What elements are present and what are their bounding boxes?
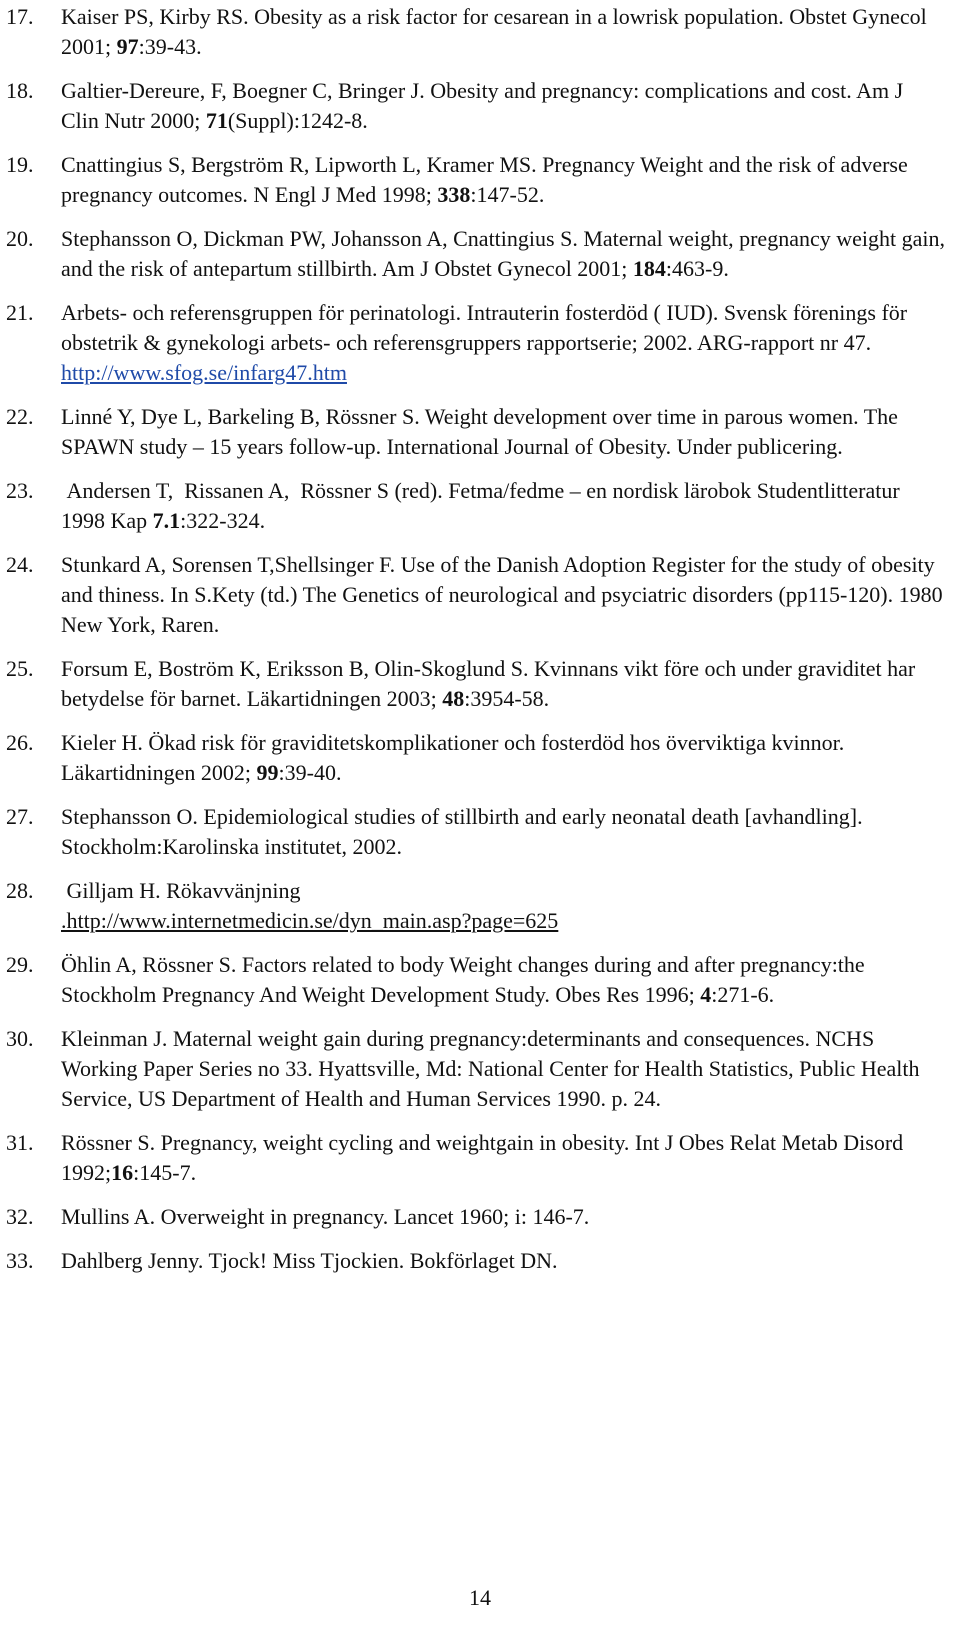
reference-number: 30. — [6, 1026, 34, 1051]
reference-text — [61, 2, 946, 62]
reference-item — [6, 476, 946, 536]
reference-item — [6, 802, 946, 862]
reference-segment: Stephansson O. Epidemiological studies of stillbirth and early neonatal death [avhandling]. Stockholm:Karolinska institutet, 2002. — [61, 804, 869, 859]
reference-text — [61, 298, 946, 388]
reference-segment: Öhlin A, Rössner S. Factors related to body Weight changes during and after pregnancy:the Stockholm Pregnancy And Weight Development Study. Obes Res 1996; — [61, 952, 871, 1007]
reference-item — [6, 1128, 946, 1188]
reference-number: 26. — [6, 730, 34, 755]
reference-number: 32. — [6, 1204, 34, 1229]
reference-segment: Galtier-Dereure, F, Boegner C, Bringer J. Obesity and pregnancy: complications and cost. Am J Clin Nutr 2000; — [61, 78, 909, 133]
reference-item — [6, 150, 946, 210]
reference-number: 22. — [6, 404, 34, 429]
reference-item — [6, 76, 946, 136]
reference-volume: 71 — [205, 108, 228, 133]
reference-volume: 7.1 — [152, 508, 181, 533]
reference-text — [61, 550, 949, 640]
reference-segment: :39-43. — [138, 34, 202, 59]
reference-number: 25. — [6, 656, 34, 681]
reference-number: 23. — [6, 478, 34, 503]
reference-item — [6, 654, 946, 714]
reference-segment: Mullins A. Overweight in pregnancy. Lancet 1960; i: 146-7. — [61, 1204, 590, 1229]
reference-number: 24. — [6, 552, 34, 577]
reference-item — [6, 728, 946, 788]
reference-segment: Stunkard A, Sorensen T,Shellsinger F. Use of the Danish Adoption Register for the study of obesity and thiness. In S.Kety (td.) The Genetics of neurological and psyciatric disorders (pp115-120). 1980 New York, Raren. — [61, 552, 949, 637]
reference-text — [61, 1024, 946, 1114]
reference-segment: :147-52. — [470, 182, 545, 207]
reference-volume: 184 — [632, 256, 666, 281]
reference-segment: Kleinman J. Maternal weight gain during pregnancy:determinants and consequences. NCHS Working Paper Series no 33. Hyattsville, Md: National Center for Health Statistics, Public Health Service, US Department of Health and Human Services 1990. p. 24. — [61, 1026, 926, 1111]
reference-segment: Kieler H. Ökad risk för graviditetskomplikationer och fosterdöd hos överviktiga kvinnor. Läkartidningen 2002; — [61, 730, 850, 785]
reference-segment: Linné Y, Dye L, Barkeling B, Rössner S. Weight development over time in parous women. The SPAWN study – 15 years follow-up. International Journal of Obesity. Under publicering. — [61, 404, 904, 459]
reference-segment: :145-7. — [133, 1160, 197, 1185]
reference-volume: 338 — [437, 182, 471, 207]
reference-text — [61, 802, 946, 862]
reference-segment: Dahlberg Jenny. Tjock! Miss Tjockien. Bokförlaget DN. — [61, 1248, 558, 1273]
reference-text — [61, 876, 946, 936]
reference-item — [6, 298, 946, 388]
reference-segment: Rössner S. Pregnancy, weight cycling and weightgain in obesity. Int J Obes Relat Metab Disord 1992; — [61, 1130, 909, 1185]
reference-number: 28. — [6, 878, 34, 903]
reference-number: 21. — [6, 300, 34, 325]
reference-number: 18. — [6, 78, 34, 103]
reference-volume: 4 — [700, 982, 712, 1007]
reference-segment: :3954-58. — [464, 686, 550, 711]
reference-number: 20. — [6, 226, 34, 251]
reference-text — [61, 1246, 946, 1276]
reference-item — [6, 224, 951, 284]
reference-link[interactable]: http://www.sfog.se/infarg47.htm — [61, 360, 347, 385]
reference-number: 29. — [6, 952, 34, 977]
reference-item — [6, 1246, 946, 1276]
reference-segment: :271-6. — [711, 982, 775, 1007]
reference-text — [61, 150, 946, 210]
reference-segment: Cnattingius S, Bergström R, Lipworth L, Kramer MS. Pregnancy Weight and the risk of adverse pregnancy outcomes. N Engl J Med 1998; — [61, 152, 914, 207]
reference-segment: Forsum E, Boström K, Eriksson B, Olin-Skoglund S. Kvinnans vikt före och under graviditet har betydelse för barnet. Läkartidningen 2003; — [61, 656, 921, 711]
reference-number: 33. — [6, 1248, 34, 1273]
reference-item — [6, 1024, 946, 1114]
reference-segment: Arbets- och referensgruppen för perinatologi. Intrauterin fosterdöd ( IUD). Svensk förenings för obstetrik & gynekologi arbets- och referensgruppers rapportserie; 2002. ARG-rapport nr 47. — [61, 300, 913, 355]
reference-segment: :322-324. — [180, 508, 266, 533]
reference-list — [6, 2, 951, 1290]
reference-text — [61, 654, 946, 714]
reference-text — [61, 476, 946, 536]
reference-number: 17. — [6, 4, 34, 29]
reference-number: 19. — [6, 152, 34, 177]
reference-text — [61, 1128, 946, 1188]
reference-volume: 48 — [442, 686, 465, 711]
reference-text — [61, 76, 946, 136]
reference-item — [6, 876, 946, 936]
reference-item — [6, 2, 946, 62]
reference-link[interactable]: .http://www.internetmedicin.se/dyn_main.asp?page=625 — [61, 908, 559, 933]
reference-segment: :463-9. — [665, 256, 729, 281]
reference-segment: Gilljam H. Rökavvänjning — [66, 878, 301, 903]
page-number: 14 — [469, 1585, 491, 1610]
reference-text — [61, 1202, 946, 1232]
reference-item — [6, 550, 949, 640]
reference-item — [6, 950, 946, 1010]
reference-volume: 97 — [116, 34, 139, 59]
reference-number: 27. — [6, 804, 34, 829]
reference-item — [6, 402, 946, 462]
reference-segment: Kaiser PS, Kirby RS. Obesity as a risk factor for cesarean in a lowrisk population. Obstet Gynecol 2001; — [61, 4, 938, 59]
reference-text — [61, 728, 946, 788]
reference-number: 31. — [6, 1130, 34, 1155]
reference-text — [61, 950, 946, 1010]
reference-text — [61, 224, 951, 284]
reference-text — [61, 402, 946, 462]
reference-volume: 16 — [111, 1160, 134, 1185]
reference-segment: :39-40. — [278, 760, 342, 785]
reference-segment: Andersen T, Rissanen A, Rössner S (red). Fetma/fedme – en nordisk lärobok Studentlitteratur 1998 Kap — [61, 478, 906, 533]
reference-item — [6, 1202, 946, 1232]
reference-segment: Stephansson O, Dickman PW, Johansson A, Cnattingius S. Maternal weight, pregnancy weight gain, and the risk of antepartum stillbirth. Am J Obstet Gynecol 2001; — [61, 226, 951, 281]
reference-segment: (Suppl):1242-8. — [227, 108, 368, 133]
reference-volume: 99 — [256, 760, 279, 785]
